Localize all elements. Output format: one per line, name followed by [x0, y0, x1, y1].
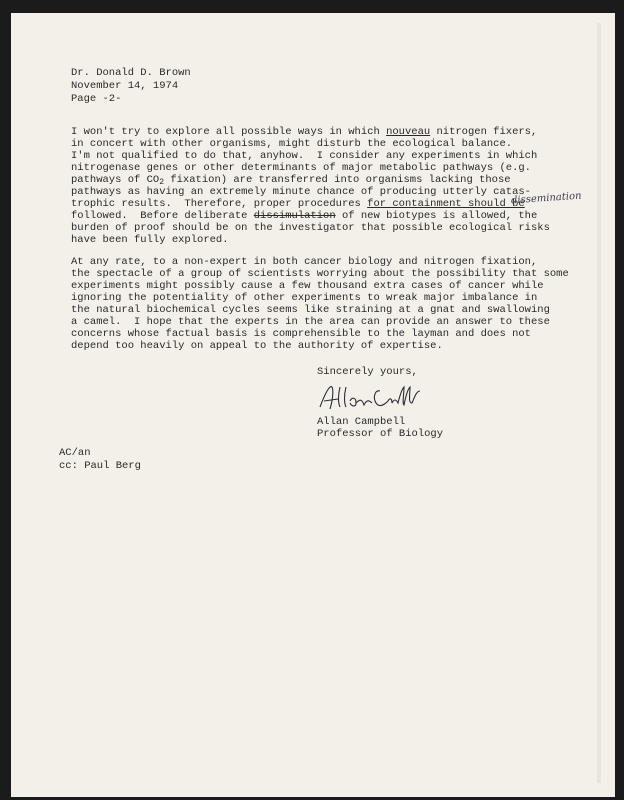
signature-image: [316, 381, 426, 415]
handwritten-correction: dissemination: [510, 190, 582, 207]
text-line: experiments might possibly cause a few thousand extra cases of cancer while: [71, 280, 544, 292]
page-number: Page -2-: [71, 93, 122, 105]
text-line: a camel. I hope that the experts in the area can provide an answer to these: [71, 316, 550, 328]
valediction: Sincerely yours,: [317, 366, 418, 378]
text-line: pathways as having an extremely minute chance of producing utterly catas-: [71, 186, 531, 198]
text-line: I won't try to explore all possible ways in which nouveau nitrogen fixers,: [71, 126, 538, 138]
text-line: followed. Before deliberate dissimulation of new biotypes is allowed, the: [71, 210, 538, 222]
text-line: ignoring the potentiality of other experiments to wreak major imbalance in: [71, 292, 538, 304]
text-line: trophic results. Therefore, proper procedures for containment should be: [71, 198, 525, 210]
signer-title: Professor of Biology: [317, 428, 444, 440]
text-line: the spectacle of a group of scientists worrying about the possibility that some: [71, 268, 569, 280]
text-line: concerns whose factual basis is comprehensible to the layman and does not: [71, 328, 531, 340]
text-line: have been fully explored.: [71, 234, 229, 246]
page-edge-shadow: [597, 23, 601, 783]
text-line: nitrogenase genes or other determinants of major metabolic pathways (e.g.: [71, 162, 531, 174]
text-line: At any rate, to a non-expert in both cancer biology and nitrogen fixation,: [71, 256, 538, 268]
typist-initials: AC/an: [59, 447, 91, 459]
text-line: pathways of $CO_2$ fixation) are transferred into organisms lacking those: [71, 174, 511, 187]
text-line: burden of proof should be on the investigator that possible ecological risks: [71, 222, 550, 234]
letter-date: November 14, 1974: [71, 80, 179, 92]
addressee: Dr. Donald D. Brown: [71, 67, 191, 79]
signer-name: Allan Campbell: [317, 416, 406, 428]
letter-page: [11, 13, 615, 797]
text-line: depend too heavily on appeal to the authority of expertise.: [71, 340, 443, 352]
text-line: I'm not qualified to do that, anyhow. I consider any experiments in which: [71, 150, 538, 162]
cc-line: cc: Paul Berg: [59, 460, 141, 472]
text-line: the natural biochemical cycles seems like straining at a gnat and swallowing: [71, 304, 550, 316]
text-line: in concert with other organisms, might disturb the ecological balance.: [71, 138, 513, 150]
